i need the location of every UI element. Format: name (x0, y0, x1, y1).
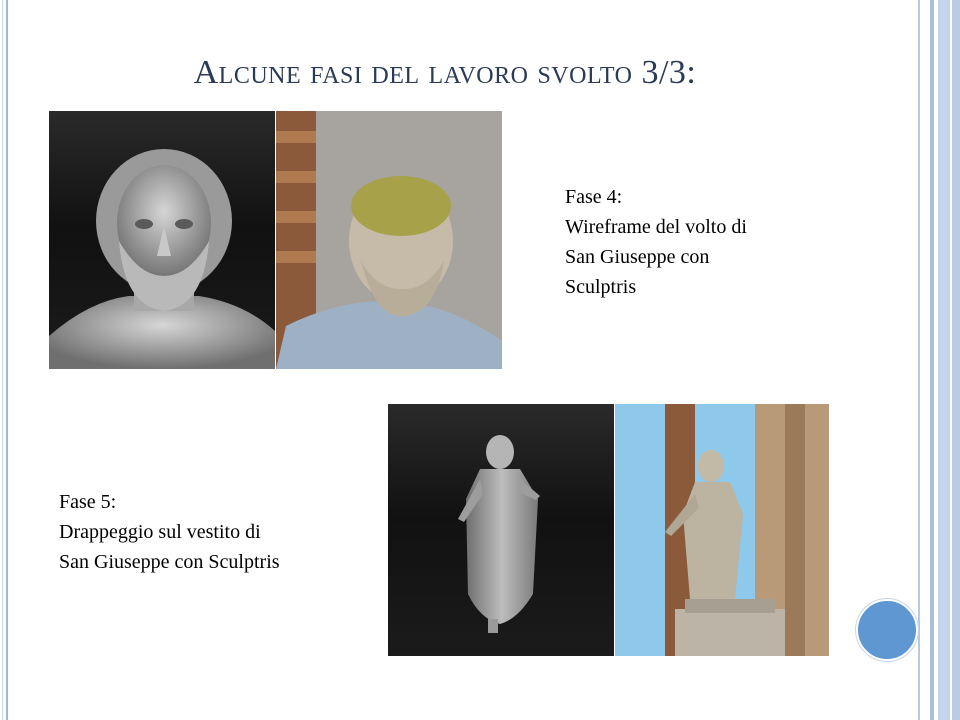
sculptris-head-render (49, 111, 275, 369)
phase-4-label: Fase 4: (565, 186, 623, 208)
slide-frame-left (0, 0, 8, 720)
slide-frame-right (916, 0, 960, 720)
phase-5-label: Fase 5: (59, 491, 117, 513)
phase-4-line: Sculptris (565, 276, 637, 298)
decorative-circle (856, 599, 918, 661)
phase-4-line: Wireframe del volto di (565, 216, 747, 238)
phase-5-caption (59, 487, 280, 577)
sculptris-body-render (388, 404, 614, 656)
slide-title: Alcune fasi del lavoro svolto 3/3: (193, 54, 697, 91)
phase-4-caption (565, 182, 747, 302)
phase-4-line: San Giuseppe con (565, 246, 710, 268)
head-comparison-image (49, 111, 502, 369)
statue-full-photo (615, 404, 829, 656)
statue-head-photo (276, 111, 502, 369)
full-body-comparison-image (388, 404, 829, 656)
phase-5-line: San Giuseppe con Sculptris (59, 551, 280, 573)
phase-5-line: Drappeggio sul vestito di (59, 521, 261, 543)
